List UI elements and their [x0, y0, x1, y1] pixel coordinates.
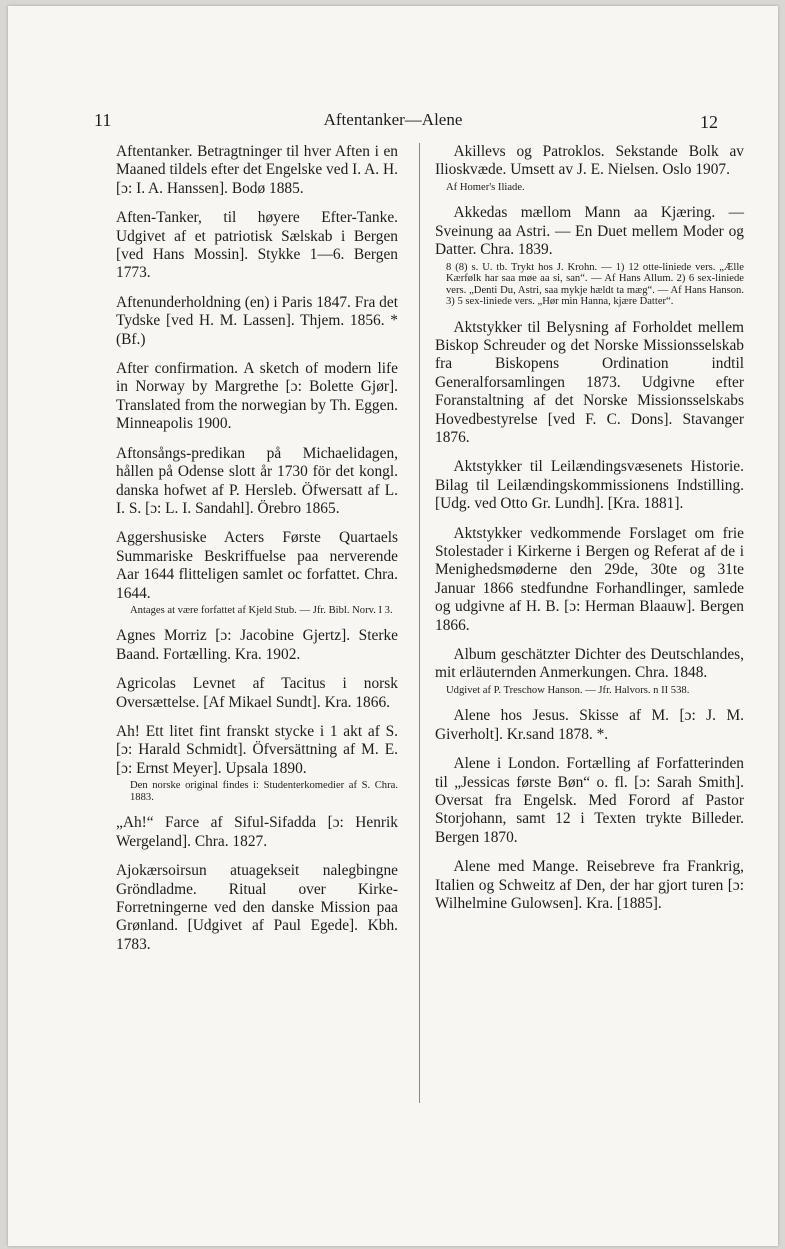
left-column	[116, 143, 398, 965]
entry: Aktstykker til Belysning af Forholdet mellem Biskop Schreuder og det Norske Missionsselskab fra Biskopens Ordination indtil Generalforsamlingen 1873. Udgivne efter Foranstaltning af det Norske Missionsselskabs Hovedbestyrelse [ved F. C. Dons]. Stavanger 1876.	[435, 318, 744, 446]
book-page	[8, 6, 778, 1246]
entry: Akillevs og Patroklos. Sekstande Bolk av Ilioskvæde. Umsett av J. E. Nielsen. Oslo 1907.	[435, 143, 744, 179]
entry: Alene med Mange. Reisebreve fra Frankrig, Italien og Schweitz af Den, der har gjort turen [ɔ: Wilhelmine Gulowsen]. Kra. [1885].	[435, 858, 744, 912]
right-column	[419, 143, 744, 1103]
entry-note: 8 (8) s. U. tb. Trykt hos J. Krohn. — 1) 12 otte-liniede vers. „Ælle Kærfølk har saa møe aa si, san“. — Af Hans Allum. 2) 6 sex-liniede vers. „Denti Du, Astri, saa mykje hældt ta mæg“. — Af Hans Hanson. 3) 5 sex-liniede vers. „Hør min Hanna, kjære Datter“.	[446, 261, 744, 308]
page-number-left: 11	[94, 110, 112, 130]
entry: Aftonsångs-predikan på Michaelidagen, hållen på Odense slott år 1730 för det kongl. danska hofwet af P. Hersleb. Öfwersatt af L. I. S. [ɔ: L. I. Sandahl]. Örebro 1865.	[116, 444, 398, 517]
entry-note: Antages at være forfattet af Kjeld Stub. — Jfr. Bibl. Norv. I 3.	[130, 604, 393, 616]
entry-note: Af Homer's Iliade.	[446, 181, 525, 193]
entry: Ajokærsoirsun atuagekseit nalegbingne Gröndladme. Ritual over Kirke-Forretningerne ved den danske Mission paa Grønland. [Udgivet af Paul Egede]. Kbh. 1783.	[116, 862, 398, 953]
entry: Alene hos Jesus. Skisse af M. [ɔ: J. M. Giverholt]. Kr.sand 1878. *.	[435, 707, 744, 743]
entry: Aktstykker vedkommende Forslaget om frie Stolestader i Kirkerne i Bergen og Referat af de i Menighedsmøderne den 29de, 30te og 31te Januar 1866 stedfundne Forhandlinger, samlede og udgivne af H. B. [ɔ: Herman Blaauw]. Bergen 1866.	[435, 524, 744, 634]
entry: Aggershusiske Acters Første Quartaels Summariske Beskriffuelse paa nerverende Aar 1644 flitteligen samlet oc forfattet. Chra. 1644.	[116, 529, 398, 602]
entry-note: Udgivet af P. Treschow Hanson. — Jfr. Halvors. n II 538.	[446, 684, 690, 696]
page-header	[8, 6, 778, 136]
entry: Agricolas Levnet af Tacitus i norsk Oversættelse. [Af Mikael Sundt]. Kra. 1866.	[116, 675, 398, 711]
running-title: Aftentanker—Alene	[323, 110, 463, 129]
entry: Agnes Morriz [ɔ: Jacobine Gjertz]. Sterke Baand. Fortælling. Kra. 1902.	[116, 627, 398, 663]
entry: Aftenunderholdning (en) i Paris 1847. Fra det Tydske [ved H. M. Lassen]. Thjem. 1856. * (Bf.)	[116, 293, 398, 348]
entry: Ah! Ett litet fint franskt stycke i 1 akt af S. [ɔ: Harald Schmidt]. Öfversättning af M. E. [ɔ: Ernst Meyer]. Upsala 1890.	[116, 723, 398, 777]
entry: Aftentanker. Betragtninger til hver Aften i en Maaned tildels efter det Engelske ved I. A. H. [ɔ: I. A. Hanssen]. Bodø 1885.	[116, 143, 398, 197]
entry: Album geschätzter Dichter des Deutschlandes, mit erläuternden Anmerkungen. Chra. 1848.	[435, 646, 744, 682]
entry: Aktstykker til Leilændingsvæsenets Historie. Bilag til Leilændingskommissionens Indstilling. [Udg. ved Otto Gr. Lundh]. [Kra. 1881].	[435, 458, 744, 513]
entry: After confirmation. A sketch of modern life in Norway by Margrethe [ɔ: Bolette Gjør]. Translated from the norwegian by Th. Eggen. Minneapolis 1900.	[116, 360, 398, 433]
entry: Aften-Tanker, til høyere Efter-Tanke. Udgivet af et patriotisk Sælskab i Bergen [ved Hans Mossin]. Stykke 1—6. Bergen 1773.	[116, 209, 398, 282]
page-number-right: 12	[700, 112, 718, 132]
entry: Alene i London. Fortælling af Forfatterinden til „Jessicas første Bøn“ o. fl. [ɔ: Sarah Smith]. Oversat fra Engelsk. Med Forord af Pastor Storjohann, samt 12 i Texten trykte Billeder. Bergen 1870.	[435, 755, 744, 846]
entry: „Ah!“ Farce af Siful-Sifadda [ɔ: Henrik Wergeland]. Chra. 1827.	[116, 814, 398, 850]
entry: Akkedas mællom Mann aa Kjæring. — Sveinung aa Astri. — En Duet mellem Moder og Datter. Chra. 1839.	[435, 204, 744, 259]
entry-note: Den norske original findes i: Studenterkomedier af S. Chra. 1883.	[130, 780, 398, 803]
